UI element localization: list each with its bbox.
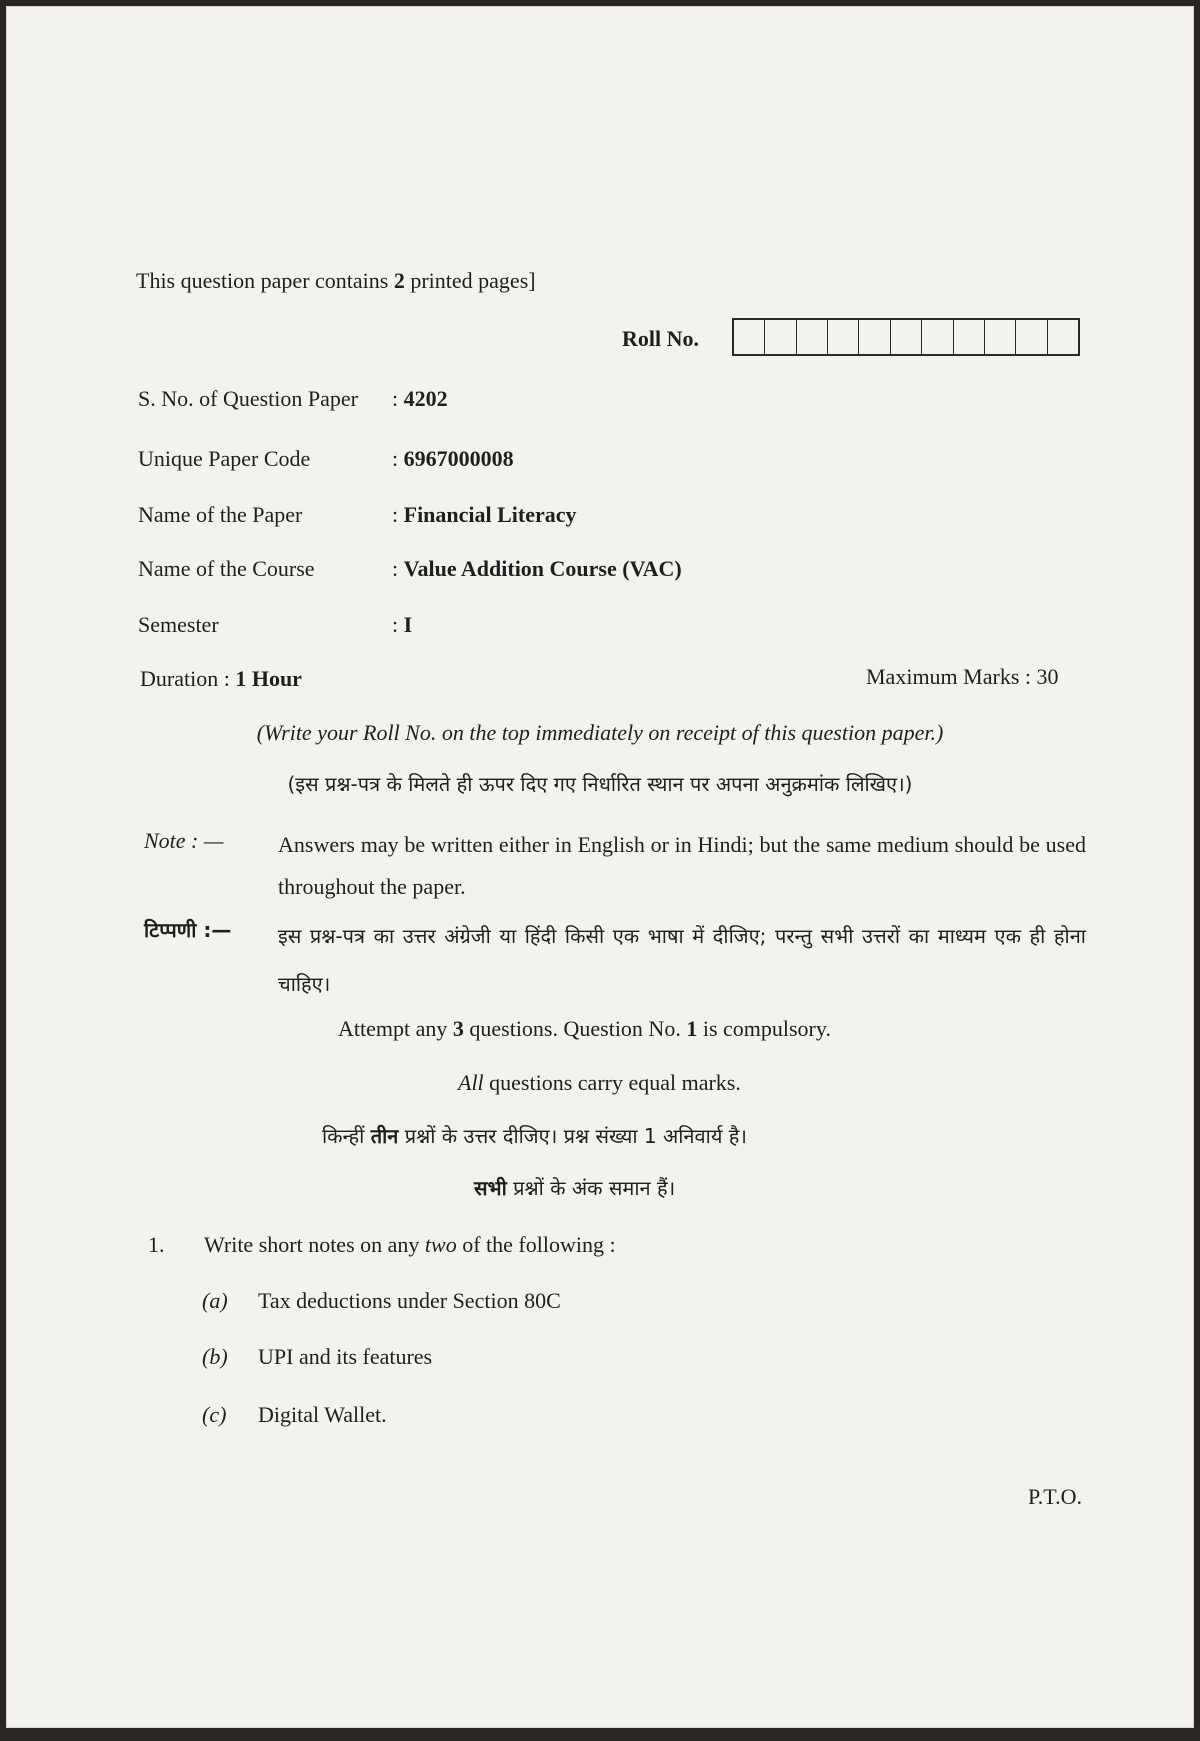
course-label: Name of the Course — [138, 556, 315, 581]
option-c-label: (c) — [202, 1402, 227, 1427]
option-a-label: (a) — [202, 1288, 228, 1313]
roll-no-label: Roll No. — [622, 326, 699, 351]
roll-box[interactable] — [985, 320, 1016, 354]
tippani-label: टिप्पणी :— — [144, 918, 232, 942]
attempt-text-end: is compulsory. — [697, 1016, 831, 1041]
roll-box[interactable] — [797, 320, 828, 354]
duration — [140, 666, 302, 692]
roll-box[interactable] — [891, 320, 922, 354]
pages-note — [136, 268, 536, 294]
equal-marks-all: All — [458, 1070, 484, 1095]
course-value: Value Addition Course (VAC) — [403, 556, 682, 581]
roll-instruction-en: (Write your Roll No. on the top immediately on receipt of this question paper.) — [256, 720, 944, 745]
pto-footer: P.T.O. — [1028, 1484, 1082, 1509]
roll-box[interactable] — [1048, 320, 1078, 354]
semester-value-row: : I — [392, 612, 413, 637]
duration-value: 1 Hour — [235, 666, 302, 691]
hindi-attempt-instruction — [322, 1122, 747, 1149]
attempt-count: 3 — [452, 1016, 464, 1041]
hindi-attempt-text: किन्हीं — [322, 1124, 371, 1148]
pages-count: 2 — [393, 268, 405, 293]
upc-label: Unique Paper Code — [138, 446, 311, 471]
hindi-equal-text: प्रश्नों के अंक समान हैं। — [506, 1176, 676, 1200]
pages-note-text: This question paper contains — [136, 268, 394, 293]
course-value-row: : Value Addition Course (VAC) — [392, 556, 682, 581]
attempt-instruction — [338, 1016, 831, 1042]
option-b-text: UPI and its features — [258, 1344, 433, 1369]
question-1-number: 1. — [148, 1232, 165, 1257]
upc-value: 6967000008 — [403, 446, 514, 471]
hindi-attempt-count: तीन — [370, 1124, 399, 1148]
semester-value: I — [403, 612, 413, 637]
attempt-text-mid: questions. Question No. — [463, 1016, 687, 1041]
compulsory-question-number: 1 — [686, 1016, 698, 1041]
question-1-text-post: of the following : — [456, 1232, 616, 1257]
question-1-text-pre: Write short notes on any — [204, 1232, 425, 1257]
roll-box[interactable] — [1016, 320, 1047, 354]
equal-marks-text: questions carry equal marks. — [483, 1070, 741, 1095]
note-text: Answers may be written either in English or in Hindi; but the same medium should be used throughout the paper. — [278, 832, 1086, 899]
hindi-equal-marks — [474, 1174, 675, 1201]
roll-box[interactable] — [954, 320, 985, 354]
sno-value: 4202 — [403, 386, 448, 411]
roll-box[interactable] — [828, 320, 859, 354]
semester-label: Semester — [138, 612, 219, 637]
duration-label: Duration : — [140, 666, 236, 691]
option-a-text: Tax deductions under Section 80C — [258, 1288, 561, 1313]
pages-note-suffix: printed pages] — [404, 268, 536, 293]
paper-label: Name of the Paper — [138, 502, 303, 527]
hindi-attempt-text-end: प्रश्नों के उत्तर दीजिए। प्रश्न संख्या 1 अनिवार्य है। — [398, 1124, 747, 1148]
max-marks: Maximum Marks : 30 — [866, 664, 1059, 689]
attempt-text: Attempt any — [338, 1016, 453, 1041]
hindi-equal-all: सभी — [474, 1176, 507, 1200]
tippani-text: इस प्रश्न-पत्र का उत्तर अंग्रेजी या हिंदी किसी एक भाषा में दीजिए; परन्तु सभी उत्तरों का माध्यम एक ही होना चाहिए। — [278, 924, 1086, 996]
roll-no-boxes[interactable] — [732, 318, 1080, 356]
exam-paper-sheet — [6, 6, 1194, 1728]
option-c-text: Digital Wallet. — [258, 1402, 387, 1427]
roll-box[interactable] — [734, 320, 765, 354]
roll-box[interactable] — [859, 320, 890, 354]
paper-value: Financial Literacy — [403, 502, 577, 527]
roll-box[interactable] — [765, 320, 796, 354]
roll-instruction-hi: (इस प्रश्न-पत्र के मिलते ही ऊपर दिए गए निर्धारित स्थान पर अपना अनुक्रमांक लिखिए।) — [287, 772, 913, 796]
note-label: Note : — — [144, 828, 224, 853]
paper-value-row: : Financial Literacy — [392, 502, 577, 527]
roll-box[interactable] — [922, 320, 953, 354]
question-1-text — [204, 1232, 616, 1258]
equal-marks-instruction — [458, 1070, 741, 1096]
upc-value-row: : 6967000008 — [392, 446, 514, 471]
question-1-text-em: two — [424, 1232, 457, 1257]
sno-label: S. No. of Question Paper — [138, 386, 358, 411]
sno-value-row: : 4202 — [392, 386, 448, 411]
option-b-label: (b) — [202, 1344, 228, 1369]
